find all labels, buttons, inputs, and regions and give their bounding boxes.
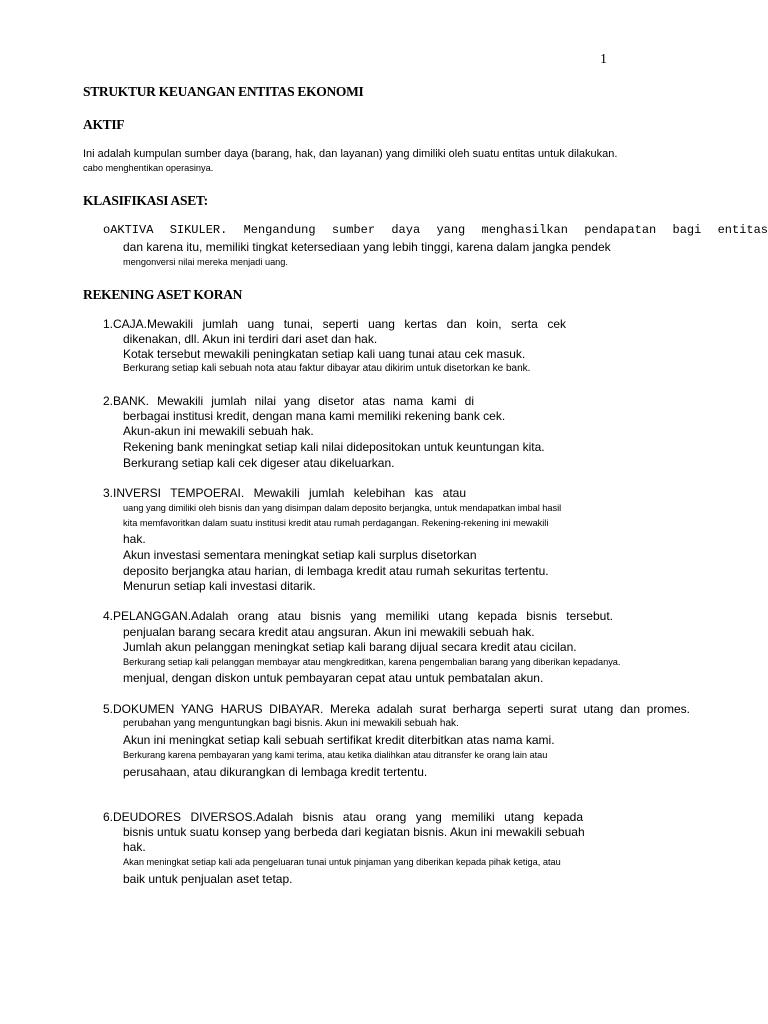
- page-number: 1: [600, 52, 607, 67]
- item-3-line: 3.INVERSI TEMPOERAI. Mewakili jumlah kelebihan kas atau: [103, 486, 466, 500]
- document-title: STRUKTUR KEUANGAN ENTITAS EKONOMI: [83, 84, 364, 99]
- aktif-heading: AKTIF: [83, 117, 125, 132]
- item-3-line: kita memfavoritkan dalam suatu institusi kredit atau rumah perdagangan. Rekening-rekening ini mewakili: [123, 518, 549, 528]
- item-6-line: bisnis untuk suatu konsep yang berbeda dari kegiatan bisnis. Akun ini mewakili sebuah: [123, 825, 585, 839]
- item-4-line: Jumlah akun pelanggan meningkat setiap kali barang dijual secara kredit atau cicilan.: [123, 640, 577, 654]
- item-6-line: 6.DEUDORES DIVERSOS.Adalah bisnis atau orang yang memiliki utang kepada: [103, 810, 583, 824]
- item-4-line: menjual, dengan diskon untuk pembayaran cepat atau untuk pembatalan akun.: [123, 671, 544, 685]
- item-3-line: Akun investasi sementara meningkat setiap kali surplus disetorkan: [123, 548, 477, 562]
- item-2-line: berbagai institusi kredit, dengan mana kami memiliki rekening bank cek.: [123, 409, 506, 423]
- item-4-line: Berkurang setiap kali pelanggan membayar atau mengkreditkan, karena pengembalian barang yang diberikan kepadanya.: [123, 657, 621, 667]
- item-1-line: dikenakan, dll. Akun ini terdiri dari aset dan hak.: [123, 332, 378, 346]
- item-2-line: Akun-akun ini mewakili sebuah hak.: [123, 424, 314, 438]
- item-2-line: Rekening bank meningkat setiap kali nilai didepositokan untuk keuntungan kita.: [123, 440, 545, 454]
- item-5-line: perusahaan, atau dikurangkan di lembaga kredit tertentu.: [123, 765, 428, 779]
- klasifikasi-text-line: mengonversi nilai mereka menjadi uang.: [123, 257, 288, 267]
- item-3-line: uang yang dimiliki oleh bisnis dan yang disimpan dalam deposito berjangka, untuk mendapatkan imbal hasil: [123, 503, 562, 513]
- item-5-line: perubahan yang menguntungkan bagi bisnis. Akun ini mewakili sebuah hak.: [123, 718, 459, 729]
- aktif-text-line: cabo menghentikan operasinya.: [83, 163, 214, 173]
- aktif-text-line: Ini adalah kumpulan sumber daya (barang, hak, dan layanan) yang dimiliki oleh suatu entitas untuk dilakukan.: [83, 148, 618, 160]
- item-6-line: Akan meningkat setiap kali ada pengeluaran tunai untuk pinjaman yang diberikan kepada pihak ketiga, atau: [123, 857, 561, 867]
- klasifikasi-heading: KLASIFIKASI ASET:: [83, 193, 208, 208]
- klasifikasi-text-line: dan karena itu, memiliki tingkat ketersediaan yang lebih tinggi, karena dalam jangka pendek: [123, 240, 611, 254]
- item-6-line: baik untuk penjualan aset tetap.: [123, 872, 293, 886]
- item-3-line: deposito berjangka atau harian, di lembaga kredit atau rumah sekuritas tertentu.: [123, 564, 549, 578]
- item-1-line: Kotak tersebut mewakili peningkatan setiap kali uang tunai atau cek masuk.: [123, 347, 526, 361]
- item-3-line: hak.: [123, 532, 146, 546]
- rekening-heading: REKENING ASET KORAN: [83, 287, 243, 302]
- item-1-line: 1.CAJA.Mewakili jumlah uang tunai, seperti uang kertas dan koin, serta cek: [103, 317, 566, 331]
- item-5-line: 5.DOKUMEN YANG HARUS DIBAYAR. Mereka adalah surat berharga seperti surat utang dan promes.: [103, 702, 690, 716]
- klasifikasi-text-line: oAKTIVA SIKULER. Mengandung sumber daya yang menghasilkan pendapatan bagi entitas: [103, 223, 768, 237]
- item-6-line: hak.: [123, 840, 146, 854]
- item-2-line: 2.BANK. Mewakili jumlah nilai yang disetor atas nama kami di: [103, 394, 474, 408]
- item-2-line: Berkurang setiap kali cek digeser atau dikeluarkan.: [123, 456, 395, 470]
- item-4-line: 4.PELANGGAN.Adalah orang atau bisnis yang memiliki utang kepada bisnis tersebut.: [103, 609, 613, 623]
- item-5-line: Akun ini meningkat setiap kali sebuah sertifikat kredit diterbitkan atas nama kami.: [123, 733, 555, 747]
- item-3-line: Menurun setiap kali investasi ditarik.: [123, 579, 316, 593]
- item-4-line: penjualan barang secara kredit atau angsuran. Akun ini mewakili sebuah hak.: [123, 625, 535, 639]
- item-1-line: Berkurang setiap kali sebuah nota atau faktur dibayar atau dikirim untuk disetorkan ke bank.: [123, 363, 531, 374]
- item-5-line: Berkurang karena pembayaran yang kami terima, atau ketika dialihkan atau ditransfer ke orang lain atau: [123, 750, 548, 760]
